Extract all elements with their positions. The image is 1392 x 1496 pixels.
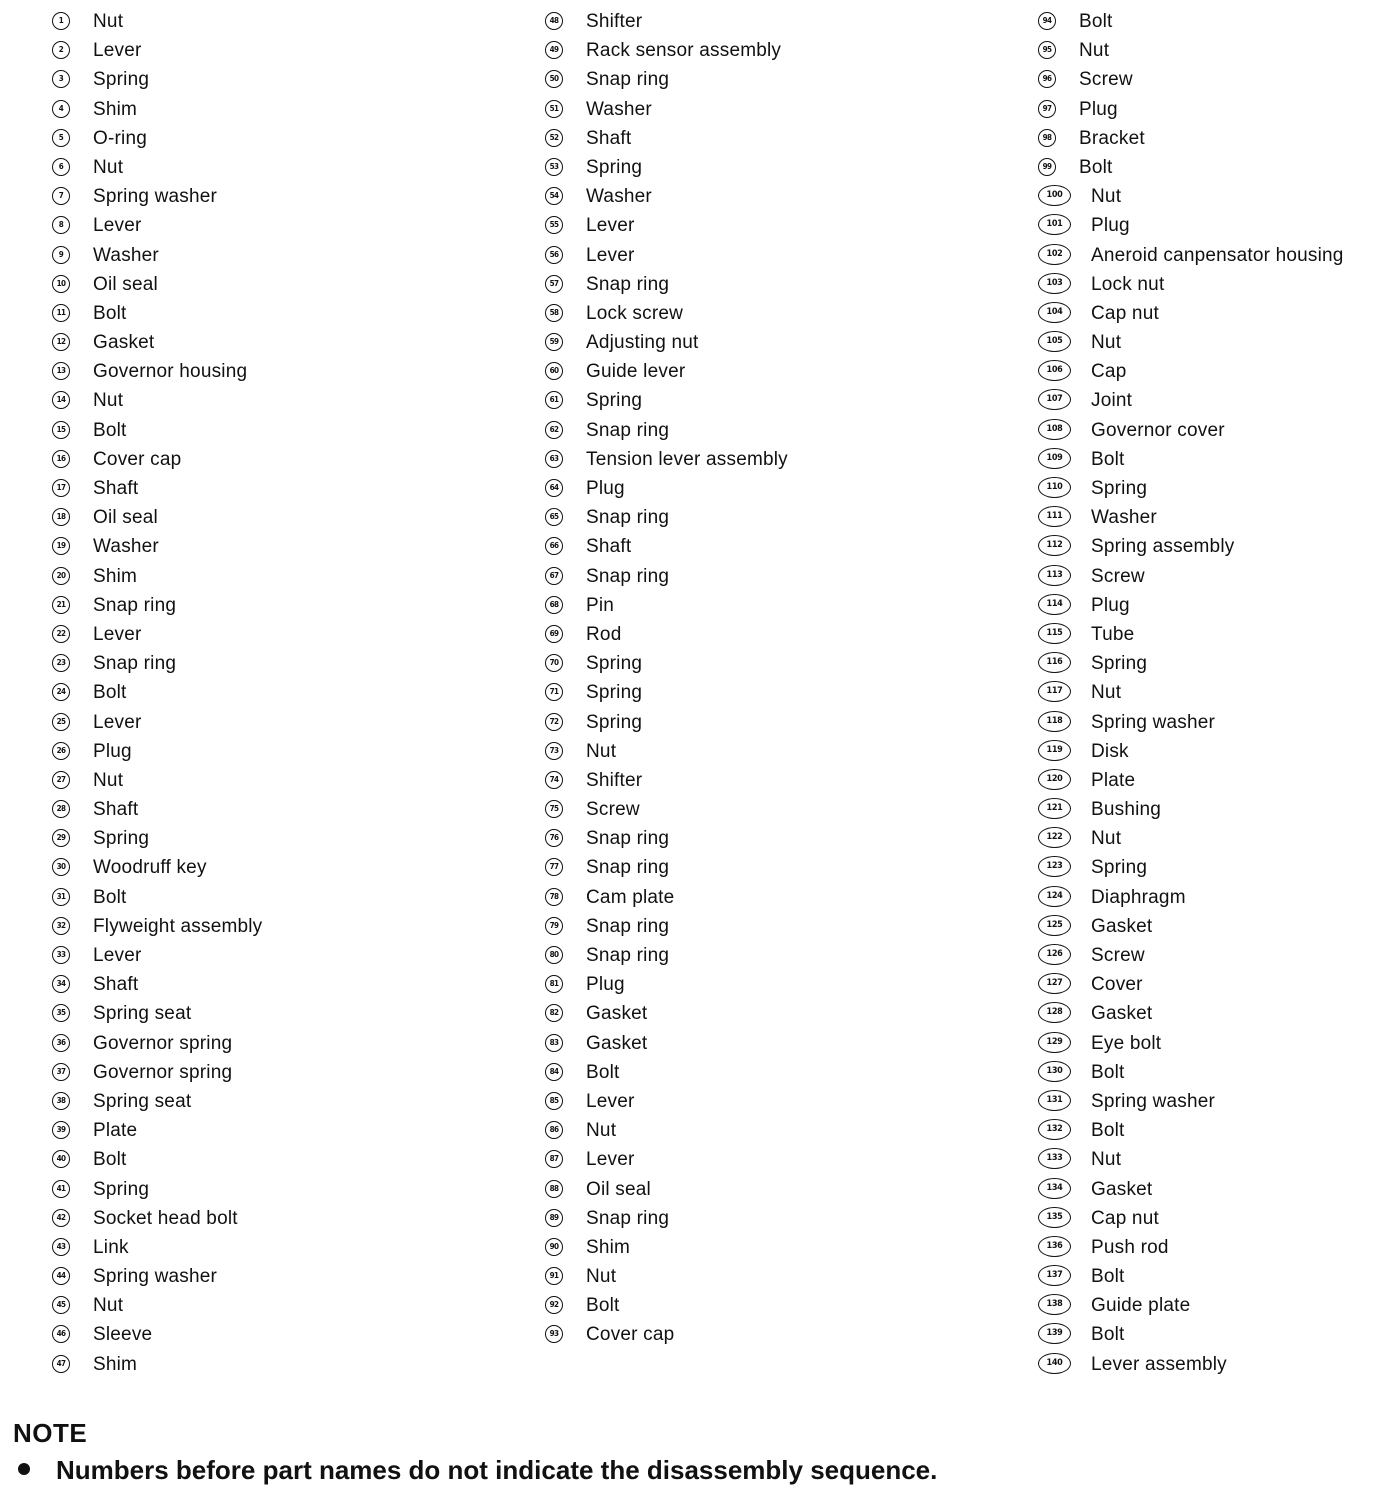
part-name: Screw xyxy=(1091,945,1145,966)
part-number-badge: 99 xyxy=(1038,158,1056,176)
part-name: Spring xyxy=(1091,478,1148,499)
part-number-badge: 88 xyxy=(545,1180,563,1198)
part-number-badge: 72 xyxy=(545,713,563,731)
part-number-badge: 138 xyxy=(1038,1294,1071,1315)
bullet-icon xyxy=(18,1463,30,1475)
part-name: Lever assembly xyxy=(1091,1353,1227,1375)
part-name: Shim xyxy=(93,565,138,587)
part-name: Guide plate xyxy=(1091,1295,1191,1317)
part-number-badge: 15 xyxy=(52,421,70,439)
part-number-badge: 86 xyxy=(545,1121,563,1139)
part-number-badge: 25 xyxy=(52,713,70,731)
part-number-badge: 133 xyxy=(1038,1148,1071,1169)
part-name: Lever xyxy=(93,711,142,733)
part-name: Nut xyxy=(1091,332,1122,354)
part-name: Spring xyxy=(93,69,150,91)
part-name: Socket head bolt xyxy=(93,1207,238,1229)
part-number-badge: 24 xyxy=(52,683,70,701)
part-number-badge: 5 xyxy=(52,129,70,147)
part-number-badge: 95 xyxy=(1038,41,1056,59)
part-number-badge: 127 xyxy=(1038,973,1071,994)
part-name: Snap ring xyxy=(93,653,177,675)
part-number-badge: 97 xyxy=(1038,100,1056,118)
part-name: Bolt xyxy=(1079,156,1113,178)
part-name: Lever xyxy=(586,244,635,266)
part-number-badge: 13 xyxy=(52,362,70,380)
part-name: Snap ring xyxy=(586,857,670,879)
part-number-badge: 16 xyxy=(52,450,70,468)
part-number-badge: 68 xyxy=(545,596,563,614)
part-number-badge: 49 xyxy=(545,41,563,59)
part-name: Oil seal xyxy=(93,273,158,295)
part-name: Nut xyxy=(1091,682,1122,704)
part-name: Bolt xyxy=(1091,1266,1125,1288)
part-number-badge: 104 xyxy=(1038,302,1071,323)
part-number-badge: 92 xyxy=(545,1296,563,1314)
part-number-badge: 34 xyxy=(52,975,70,993)
part-number-badge: 57 xyxy=(545,275,563,293)
part-name: Cap nut xyxy=(1091,1207,1159,1229)
part-name: Gasket xyxy=(1091,1178,1153,1200)
part-number-badge: 122 xyxy=(1038,827,1071,848)
part-number-badge: 84 xyxy=(545,1063,563,1081)
part-number-badge: 48 xyxy=(545,12,563,30)
part-number-badge: 89 xyxy=(545,1209,563,1227)
part-name: Plug xyxy=(586,478,625,499)
part-name: Nut xyxy=(586,740,617,762)
part-number-badge: 98 xyxy=(1038,129,1056,147)
part-name: Spring xyxy=(586,156,643,178)
part-name: Aneroid canpensator housing xyxy=(1091,244,1344,266)
part-name: Snap ring xyxy=(586,828,670,850)
part-number-badge: 21 xyxy=(52,596,70,614)
part-number-badge: 22 xyxy=(52,625,70,643)
part-name: Shim xyxy=(586,1236,631,1258)
part-number-badge: 7 xyxy=(52,187,70,205)
part-name: Snap ring xyxy=(586,945,670,966)
part-number-badge: 60 xyxy=(545,362,563,380)
part-name: Spring xyxy=(586,711,643,733)
part-number-badge: 69 xyxy=(545,625,563,643)
part-name: Lever xyxy=(93,215,142,237)
part-name: Spring xyxy=(93,1178,150,1200)
part-name: Shim xyxy=(93,98,138,120)
part-name: Cover cap xyxy=(586,1324,675,1346)
part-number-badge: 36 xyxy=(52,1034,70,1052)
part-number-badge: 3 xyxy=(52,70,70,88)
part-name: Spring assembly xyxy=(1091,536,1235,558)
part-number-badge: 11 xyxy=(52,304,70,322)
part-name: Screw xyxy=(1079,69,1133,91)
part-name: Nut xyxy=(1091,1149,1122,1171)
part-name: Gasket xyxy=(586,1003,648,1025)
part-number-badge: 115 xyxy=(1038,623,1071,644)
part-name: Shaft xyxy=(93,974,139,996)
part-number-badge: 14 xyxy=(52,391,70,409)
part-number-badge: 37 xyxy=(52,1063,70,1081)
part-name: Washer xyxy=(93,536,159,558)
part-name: Spring xyxy=(586,653,643,675)
part-name: Oil seal xyxy=(93,507,158,529)
part-name: Bolt xyxy=(586,1061,620,1083)
part-name: Bolt xyxy=(1091,448,1125,470)
note-title: NOTE xyxy=(13,1418,88,1448)
part-number-badge: 39 xyxy=(52,1121,70,1139)
part-name: Spring washer xyxy=(1091,711,1216,733)
part-name: Nut xyxy=(93,769,124,791)
part-number-badge: 51 xyxy=(545,100,563,118)
part-name: Shaft xyxy=(93,799,139,821)
part-number-badge: 40 xyxy=(52,1150,70,1168)
part-name: Snap ring xyxy=(586,69,670,91)
part-name: Gasket xyxy=(1091,915,1153,937)
part-name: Nut xyxy=(93,156,124,178)
part-name: Screw xyxy=(1091,565,1145,587)
part-number-badge: 90 xyxy=(545,1238,563,1256)
part-number-badge: 35 xyxy=(52,1004,70,1022)
part-name: Flyweight assembly xyxy=(93,915,263,937)
part-name: Bolt xyxy=(1091,1061,1125,1083)
part-name: Cap nut xyxy=(1091,302,1159,324)
part-name: Nut xyxy=(586,1266,617,1288)
part-number-badge: 80 xyxy=(545,946,563,964)
part-number-badge: 2 xyxy=(52,41,70,59)
part-name: Gasket xyxy=(93,332,155,354)
part-name: Disk xyxy=(1091,740,1129,762)
part-number-badge: 18 xyxy=(52,508,70,526)
part-number-badge: 94 xyxy=(1038,12,1056,30)
part-name: Spring washer xyxy=(93,186,218,208)
part-number-badge: 52 xyxy=(545,129,563,147)
part-name: Shaft xyxy=(93,478,139,499)
part-number-badge: 79 xyxy=(545,917,563,935)
part-number-badge: 93 xyxy=(545,1325,563,1343)
part-name: Screw xyxy=(586,799,640,821)
part-number-badge: 58 xyxy=(545,304,563,322)
part-name: Nut xyxy=(93,11,124,32)
part-name: Oil seal xyxy=(586,1178,651,1200)
part-name: Governor spring xyxy=(93,1061,233,1083)
part-number-badge: 123 xyxy=(1038,856,1071,877)
part-name: Cover xyxy=(1091,974,1143,996)
part-name: Washer xyxy=(586,98,652,120)
part-number-badge: 4 xyxy=(52,100,70,118)
part-name: Bolt xyxy=(93,419,127,441)
part-name: Woodruff key xyxy=(93,857,207,879)
part-number-badge: 81 xyxy=(545,975,563,993)
part-number-badge: 30 xyxy=(52,858,70,876)
part-number-badge: 67 xyxy=(545,567,563,585)
part-name: Nut xyxy=(1091,186,1122,208)
part-name: Nut xyxy=(1091,828,1122,850)
part-number-badge: 135 xyxy=(1038,1207,1071,1228)
part-name: Shifter xyxy=(586,11,643,32)
part-name: Snap ring xyxy=(586,1207,670,1229)
part-number-badge: 102 xyxy=(1038,244,1071,265)
part-name: Shifter xyxy=(586,769,643,791)
part-name: Spring xyxy=(586,390,643,412)
part-number-badge: 121 xyxy=(1038,798,1071,819)
part-name: Spring seat xyxy=(93,1003,192,1025)
part-name: Shaft xyxy=(586,127,632,149)
part-number-badge: 28 xyxy=(52,800,70,818)
part-name: Spring xyxy=(586,682,643,704)
part-number-badge: 45 xyxy=(52,1296,70,1314)
part-name: Spring xyxy=(1091,653,1148,675)
part-number-badge: 128 xyxy=(1038,1002,1071,1023)
part-number-badge: 62 xyxy=(545,421,563,439)
part-number-badge: 132 xyxy=(1038,1119,1071,1140)
part-number-badge: 78 xyxy=(545,888,563,906)
part-name: Governor spring xyxy=(93,1032,233,1054)
part-number-badge: 140 xyxy=(1038,1353,1071,1374)
part-name: Nut xyxy=(93,1295,124,1317)
part-name: Lever xyxy=(586,1149,635,1171)
part-name: Plate xyxy=(93,1120,138,1142)
part-number-badge: 129 xyxy=(1038,1032,1071,1053)
part-name: Washer xyxy=(93,244,159,266)
part-number-badge: 32 xyxy=(52,917,70,935)
part-number-badge: 113 xyxy=(1038,565,1071,586)
part-number-badge: 137 xyxy=(1038,1265,1071,1286)
part-name: Plate xyxy=(1091,769,1136,791)
part-name: Lever xyxy=(93,40,142,62)
part-number-badge: 50 xyxy=(545,70,563,88)
part-number-badge: 55 xyxy=(545,216,563,234)
part-name: Snap ring xyxy=(586,273,670,295)
part-name: Bolt xyxy=(1091,1324,1125,1346)
part-number-badge: 125 xyxy=(1038,915,1071,936)
part-number-badge: 77 xyxy=(545,858,563,876)
part-number-badge: 112 xyxy=(1038,535,1071,556)
part-number-badge: 108 xyxy=(1038,419,1071,440)
part-number-badge: 100 xyxy=(1038,185,1071,206)
part-number-badge: 111 xyxy=(1038,506,1071,527)
part-number-badge: 10 xyxy=(52,275,70,293)
part-number-badge: 9 xyxy=(52,246,70,264)
part-name: Washer xyxy=(586,186,652,208)
part-number-badge: 31 xyxy=(52,888,70,906)
part-name: Lever xyxy=(93,945,142,966)
part-number-badge: 107 xyxy=(1038,389,1071,410)
part-number-badge: 26 xyxy=(52,742,70,760)
part-number-badge: 23 xyxy=(52,654,70,672)
part-number-badge: 131 xyxy=(1038,1090,1071,1111)
part-number-badge: 106 xyxy=(1038,360,1071,381)
part-name: Tube xyxy=(1091,623,1135,645)
part-name: Gasket xyxy=(1091,1003,1153,1025)
part-number-badge: 43 xyxy=(52,1238,70,1256)
part-number-badge: 61 xyxy=(545,391,563,409)
part-number-badge: 73 xyxy=(545,742,563,760)
part-name: Bolt xyxy=(586,1295,620,1317)
part-number-badge: 65 xyxy=(545,508,563,526)
part-name: Spring washer xyxy=(1091,1090,1216,1112)
part-number-badge: 85 xyxy=(545,1092,563,1110)
part-number-badge: 96 xyxy=(1038,70,1056,88)
part-name: Lock screw xyxy=(586,302,684,324)
part-number-badge: 136 xyxy=(1038,1236,1071,1257)
part-name: Link xyxy=(93,1236,129,1258)
part-name: Nut xyxy=(1079,40,1110,62)
part-name: Spring washer xyxy=(93,1266,218,1288)
part-number-badge: 126 xyxy=(1038,944,1071,965)
part-name: Shim xyxy=(93,1353,138,1375)
part-name: Lever xyxy=(586,215,635,237)
part-name: Tension lever assembly xyxy=(586,448,788,470)
part-number-badge: 63 xyxy=(545,450,563,468)
part-number-badge: 44 xyxy=(52,1267,70,1285)
part-name: Diaphragm xyxy=(1091,886,1186,908)
part-number-badge: 118 xyxy=(1038,711,1071,732)
part-number-badge: 91 xyxy=(545,1267,563,1285)
part-name: Nut xyxy=(586,1120,617,1142)
part-number-badge: 46 xyxy=(52,1325,70,1343)
part-name: Cam plate xyxy=(586,886,675,908)
part-name: Joint xyxy=(1091,390,1133,412)
part-name: Rod xyxy=(586,623,622,645)
part-number-badge: 64 xyxy=(545,479,563,497)
part-number-badge: 87 xyxy=(545,1150,563,1168)
part-name: Snap ring xyxy=(586,507,670,529)
part-number-badge: 20 xyxy=(52,567,70,585)
part-number-badge: 66 xyxy=(545,537,563,555)
part-number-badge: 53 xyxy=(545,158,563,176)
part-number-badge: 76 xyxy=(545,829,563,847)
part-number-badge: 82 xyxy=(545,1004,563,1022)
part-name: Bolt xyxy=(93,1149,127,1171)
part-number-badge: 56 xyxy=(545,246,563,264)
part-name: Bracket xyxy=(1079,127,1145,149)
part-name: Rack sensor assembly xyxy=(586,40,782,62)
part-name: Plug xyxy=(586,974,625,996)
part-number-badge: 8 xyxy=(52,216,70,234)
part-number-badge: 75 xyxy=(545,800,563,818)
part-name: Spring xyxy=(93,828,150,850)
part-name: Cap xyxy=(1091,361,1127,383)
part-number-badge: 33 xyxy=(52,946,70,964)
part-name: Guide lever xyxy=(586,361,686,383)
part-name: Plug xyxy=(1079,98,1118,120)
part-number-badge: 38 xyxy=(52,1092,70,1110)
part-name: Plug xyxy=(93,740,132,762)
part-name: Bolt xyxy=(93,682,127,704)
part-name: Shaft xyxy=(586,536,632,558)
part-number-badge: 110 xyxy=(1038,477,1071,498)
part-name: Gasket xyxy=(586,1032,648,1054)
part-number-badge: 101 xyxy=(1038,214,1071,235)
part-name: Nut xyxy=(93,390,124,412)
part-number-badge: 83 xyxy=(545,1034,563,1052)
part-name: Sleeve xyxy=(93,1324,153,1346)
part-name: Push rod xyxy=(1091,1236,1169,1258)
part-name: Snap ring xyxy=(93,594,177,616)
part-number-badge: 139 xyxy=(1038,1323,1071,1344)
part-name: Spring seat xyxy=(93,1090,192,1112)
part-name: Snap ring xyxy=(586,565,670,587)
part-number-badge: 116 xyxy=(1038,652,1071,673)
part-number-badge: 54 xyxy=(545,187,563,205)
part-name: Lock nut xyxy=(1091,273,1165,295)
part-name: Lever xyxy=(586,1090,635,1112)
part-name: Eye bolt xyxy=(1091,1032,1162,1054)
part-name: Lever xyxy=(93,623,142,645)
part-number-badge: 17 xyxy=(52,479,70,497)
part-number-badge: 124 xyxy=(1038,886,1071,907)
part-number-badge: 103 xyxy=(1038,273,1071,294)
part-number-badge: 29 xyxy=(52,829,70,847)
part-number-badge: 74 xyxy=(545,771,563,789)
part-number-badge: 120 xyxy=(1038,769,1071,790)
part-name: Washer xyxy=(1091,507,1157,529)
part-name: Bushing xyxy=(1091,799,1162,821)
part-number-badge: 42 xyxy=(52,1209,70,1227)
part-name: Spring xyxy=(1091,857,1148,879)
part-name: Plug xyxy=(1091,594,1130,616)
note-item xyxy=(18,1455,937,1486)
part-name: Snap ring xyxy=(586,419,670,441)
part-number-badge: 12 xyxy=(52,333,70,351)
part-name: Bolt xyxy=(1079,11,1113,32)
part-name: O-ring xyxy=(93,127,147,149)
part-name: Adjusting nut xyxy=(586,332,699,354)
part-number-badge: 47 xyxy=(52,1355,70,1373)
part-number-badge: 6 xyxy=(52,158,70,176)
part-number-badge: 134 xyxy=(1038,1178,1071,1199)
part-number-badge: 59 xyxy=(545,333,563,351)
part-number-badge: 70 xyxy=(545,654,563,672)
part-name: Cover cap xyxy=(93,448,182,470)
part-name: Governor cover xyxy=(1091,419,1225,441)
part-name: Governor housing xyxy=(93,361,248,383)
part-number-badge: 119 xyxy=(1038,740,1071,761)
part-number-badge: 105 xyxy=(1038,331,1071,352)
part-number-badge: 130 xyxy=(1038,1061,1071,1082)
part-number-badge: 27 xyxy=(52,771,70,789)
part-name: Bolt xyxy=(93,886,127,908)
part-number-badge: 109 xyxy=(1038,448,1071,469)
part-number-badge: 1 xyxy=(52,12,70,30)
note-text: Numbers before part names do not indicate the disassembly sequence. xyxy=(56,1455,938,1485)
part-name: Snap ring xyxy=(586,915,670,937)
part-number-badge: 41 xyxy=(52,1180,70,1198)
part-number-badge: 117 xyxy=(1038,681,1071,702)
part-name: Bolt xyxy=(93,302,127,324)
part-number-badge: 71 xyxy=(545,683,563,701)
part-name: Bolt xyxy=(1091,1120,1125,1142)
part-name: Pin xyxy=(586,594,615,616)
part-name: Plug xyxy=(1091,215,1130,237)
part-number-badge: 19 xyxy=(52,537,70,555)
part-number-badge: 114 xyxy=(1038,594,1071,615)
